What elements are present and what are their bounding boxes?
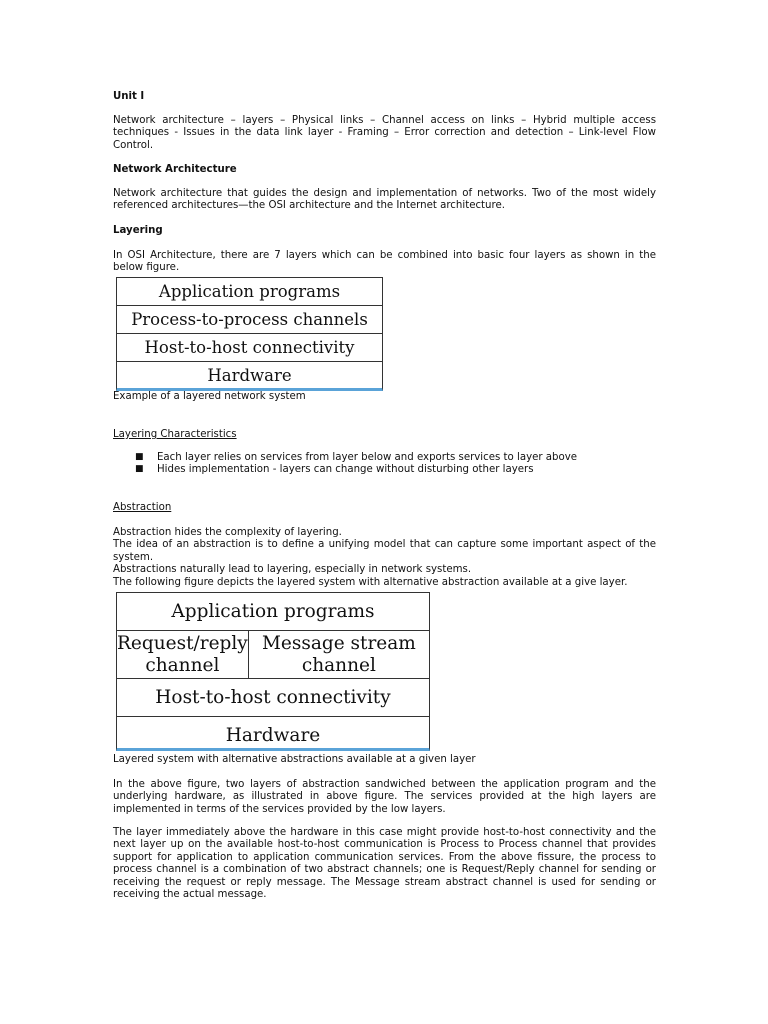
list-item: ■ Each layer relies on services from layer below and exports services to layer above <box>135 452 655 464</box>
hardware-layer-paragraph: The layer immediately above the hardware in this case might provide host-to-host connectivity and the next layer up on the available host-to-host communication is Process to Process channel that provides support for application to application communication services. From the above fissure, the process to process channel is a combination of two abstract channels; one is Request/Reply channel for sending or receiving the request or reply message. The Message stream abstract channel is used for sending or receiving the actual message. <box>113 827 656 901</box>
request-reply-cell: Request/reply channel <box>117 633 248 676</box>
figure-row-channels <box>117 631 429 679</box>
figure-row-host: Host-to-host connectivity <box>117 679 429 717</box>
message-stream-cell: Message stream channel <box>261 633 416 676</box>
abstraction-line: Abstraction hides the complexity of layering. <box>113 527 342 538</box>
figure-row-application: Application programs <box>117 278 382 306</box>
figure-row-hardware: Hardware <box>207 366 292 385</box>
figure-row-hardware: Hardware <box>225 725 321 746</box>
above-figure-paragraph: In the above figure, two layers of abstraction sandwiched between the application program and the underlying hardware, as illustrated in above figure. The services provided at the high layers are implemented in terms of the services provided by the low layers. <box>113 779 656 815</box>
layering-characteristics-list <box>135 452 655 477</box>
unit-heading: Unit I <box>113 91 145 102</box>
abstraction-line: The idea of an abstraction is to define a unifying model that can capture some important aspect of the system. <box>113 539 656 563</box>
abstraction-line: Abstractions naturally lead to layering, especially in network systems. <box>113 564 472 576</box>
abstraction-paragraph <box>113 527 656 589</box>
alternative-abstraction-figure <box>116 592 430 751</box>
figure-row-host: Host-to-host connectivity <box>117 334 382 362</box>
figure-caption: Layered system with alternative abstractions available at a given layer <box>113 754 476 765</box>
network-architecture-heading: Network Architecture <box>113 164 237 175</box>
figure-row-application: Application programs <box>117 593 429 631</box>
figure-row-process: Process-to-process channels <box>117 306 382 334</box>
layering-heading: Layering <box>113 225 163 236</box>
list-item: ■ Hides implementation - layers can change without disturbing other layers <box>135 464 655 476</box>
network-architecture-paragraph: Network architecture that guides the design and implementation of networks. Two of the most widely referenced architectures—the OSI architecture and the Internet architecture. <box>113 188 656 212</box>
layered-network-figure <box>116 277 383 391</box>
layering-intro: In OSI Architecture, there are 7 layers which can be combined into basic four layers as shown in the below figure. <box>113 250 656 274</box>
unit-topics: Network architecture – layers – Physical links – Channel access on links – Hybrid multiple access techniques - Issues in the data link layer - Framing – Error correction and detection – Link-level Flow Control. <box>113 115 656 151</box>
abstraction-heading: Abstraction <box>113 502 172 513</box>
abstraction-line: The following figure depicts the layered system with alternative abstraction available at a give layer. <box>113 576 628 588</box>
layering-characteristics-heading: Layering Characteristics <box>113 429 237 440</box>
figure-caption: Example of a layered network system <box>113 391 306 402</box>
